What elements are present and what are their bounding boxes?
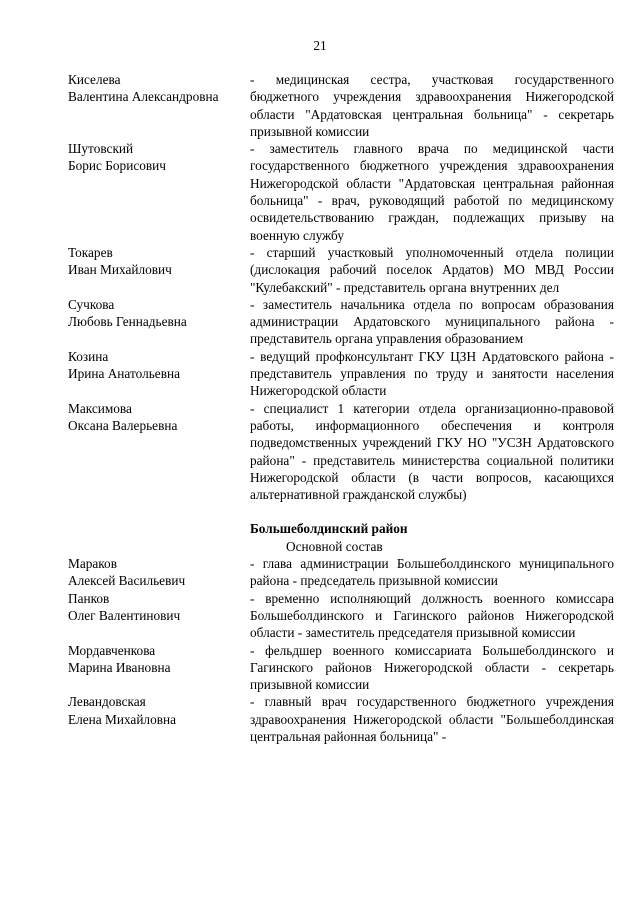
- member-surname: Мордавченкова: [68, 642, 156, 658]
- member-entry: [68, 400, 614, 504]
- member-entry: [68, 693, 614, 745]
- member-role: - фельдшер военного комиссариата Большеболдинского и Гагинского районов Нижегородской области - секретарь призывной комиссии: [250, 642, 614, 693]
- member-role: - ведущий профконсультант ГКУ ЦЗН Ардатовского района - представитель управления по труду и занятости населения Нижегородской области: [250, 348, 614, 399]
- member-entry: [68, 555, 614, 590]
- member-role: - медицинская сестра, участковая государственного бюджетного учреждения здравоохранения Нижегородской области "Ардатовская центральная больница" - секретарь призывной комиссии: [250, 72, 614, 139]
- member-name: [68, 400, 250, 504]
- member-surname: Киселева: [68, 72, 121, 87]
- member-given-name: Елена Михайловна: [68, 711, 177, 727]
- member-name: [68, 296, 250, 348]
- member-name: [68, 693, 250, 745]
- member-entry: [68, 348, 614, 400]
- composition-subheading: Основной состав: [286, 538, 383, 554]
- member-role: - старший участковый уполномоченный отдела полиции (дислокация рабочий поселок Ардатов) МО МВД России "Кулебакский" - представитель органа внутренних дел: [250, 244, 614, 295]
- district-heading: Большеболдинский район: [250, 521, 408, 537]
- member-role: - специалист 1 категории отдела организационно-правовой работы, информационного обеспечения и контроля подведомственных учреждений ГКУ НО "УСЗН Ардатовского района" - представитель министерства социальной политики Нижегородской области (в части вопросов, касающихся альтернативной гражданской службы): [250, 400, 614, 503]
- member-given-name: Валентина Александровна: [68, 89, 219, 105]
- member-role: - главный врач государственного бюджетного учреждения здравоохранения Нижегородской области "Большеболдинская центральная районная больница" -: [250, 694, 614, 744]
- member-given-name: Иван Михайлович: [68, 262, 172, 278]
- member-role: - заместитель начальника отдела по вопросам образования администрации Ардатовского муниципального района - представитель органа управления образованием: [250, 296, 614, 347]
- member-given-name: Ирина Анатольевна: [68, 366, 180, 382]
- member-name: [68, 555, 250, 590]
- member-given-name: Борис Борисович: [68, 158, 166, 174]
- member-name: [68, 244, 250, 296]
- member-surname: Шутовский: [68, 141, 134, 157]
- member-role: - глава администрации Большеболдинского муниципального района - председатель призывной комиссии: [250, 556, 614, 589]
- member-entry: [68, 590, 614, 642]
- member-entry: [68, 642, 614, 694]
- member-role: - заместитель главного врача по медицинской части государственного бюджетного учреждения здравоохранения Нижегородской области "Ардатовская центральная районная больница" - врач, руководящий работой по медицинскому освидетельствованию граждан, подлежащих призыву на военную службу: [250, 141, 614, 243]
- member-surname: Сучкова: [68, 296, 115, 312]
- member-entry: [68, 244, 614, 296]
- member-entry: [68, 296, 614, 348]
- commission-list: [68, 71, 614, 745]
- member-entry: [68, 71, 614, 140]
- member-surname: Токарев: [68, 244, 113, 260]
- member-surname: Козина: [68, 348, 109, 364]
- page-number: 21: [313, 38, 327, 53]
- member-given-name: Марина Ивановна: [68, 659, 171, 675]
- member-surname: Мараков: [68, 556, 117, 572]
- member-given-name: Оксана Валерьевна: [68, 417, 178, 433]
- member-name: [68, 140, 250, 244]
- member-name: [68, 348, 250, 400]
- member-role: - временно исполняющий должность военного комиссара Большеболдинского и Гагинского районов Нижегородской области - заместитель председателя призывной комиссии: [250, 590, 614, 641]
- member-given-name: Любовь Геннадьевна: [68, 314, 187, 330]
- member-given-name: Алексей Васильевич: [68, 573, 186, 589]
- member-entry: [68, 140, 614, 244]
- member-given-name: Олег Валентинович: [68, 607, 181, 623]
- member-name: [68, 590, 250, 642]
- member-surname: Максимова: [68, 400, 132, 416]
- member-name: [68, 71, 250, 140]
- member-name: [68, 642, 250, 694]
- member-surname: Панков: [68, 590, 110, 606]
- member-surname: Левандовская: [68, 694, 146, 710]
